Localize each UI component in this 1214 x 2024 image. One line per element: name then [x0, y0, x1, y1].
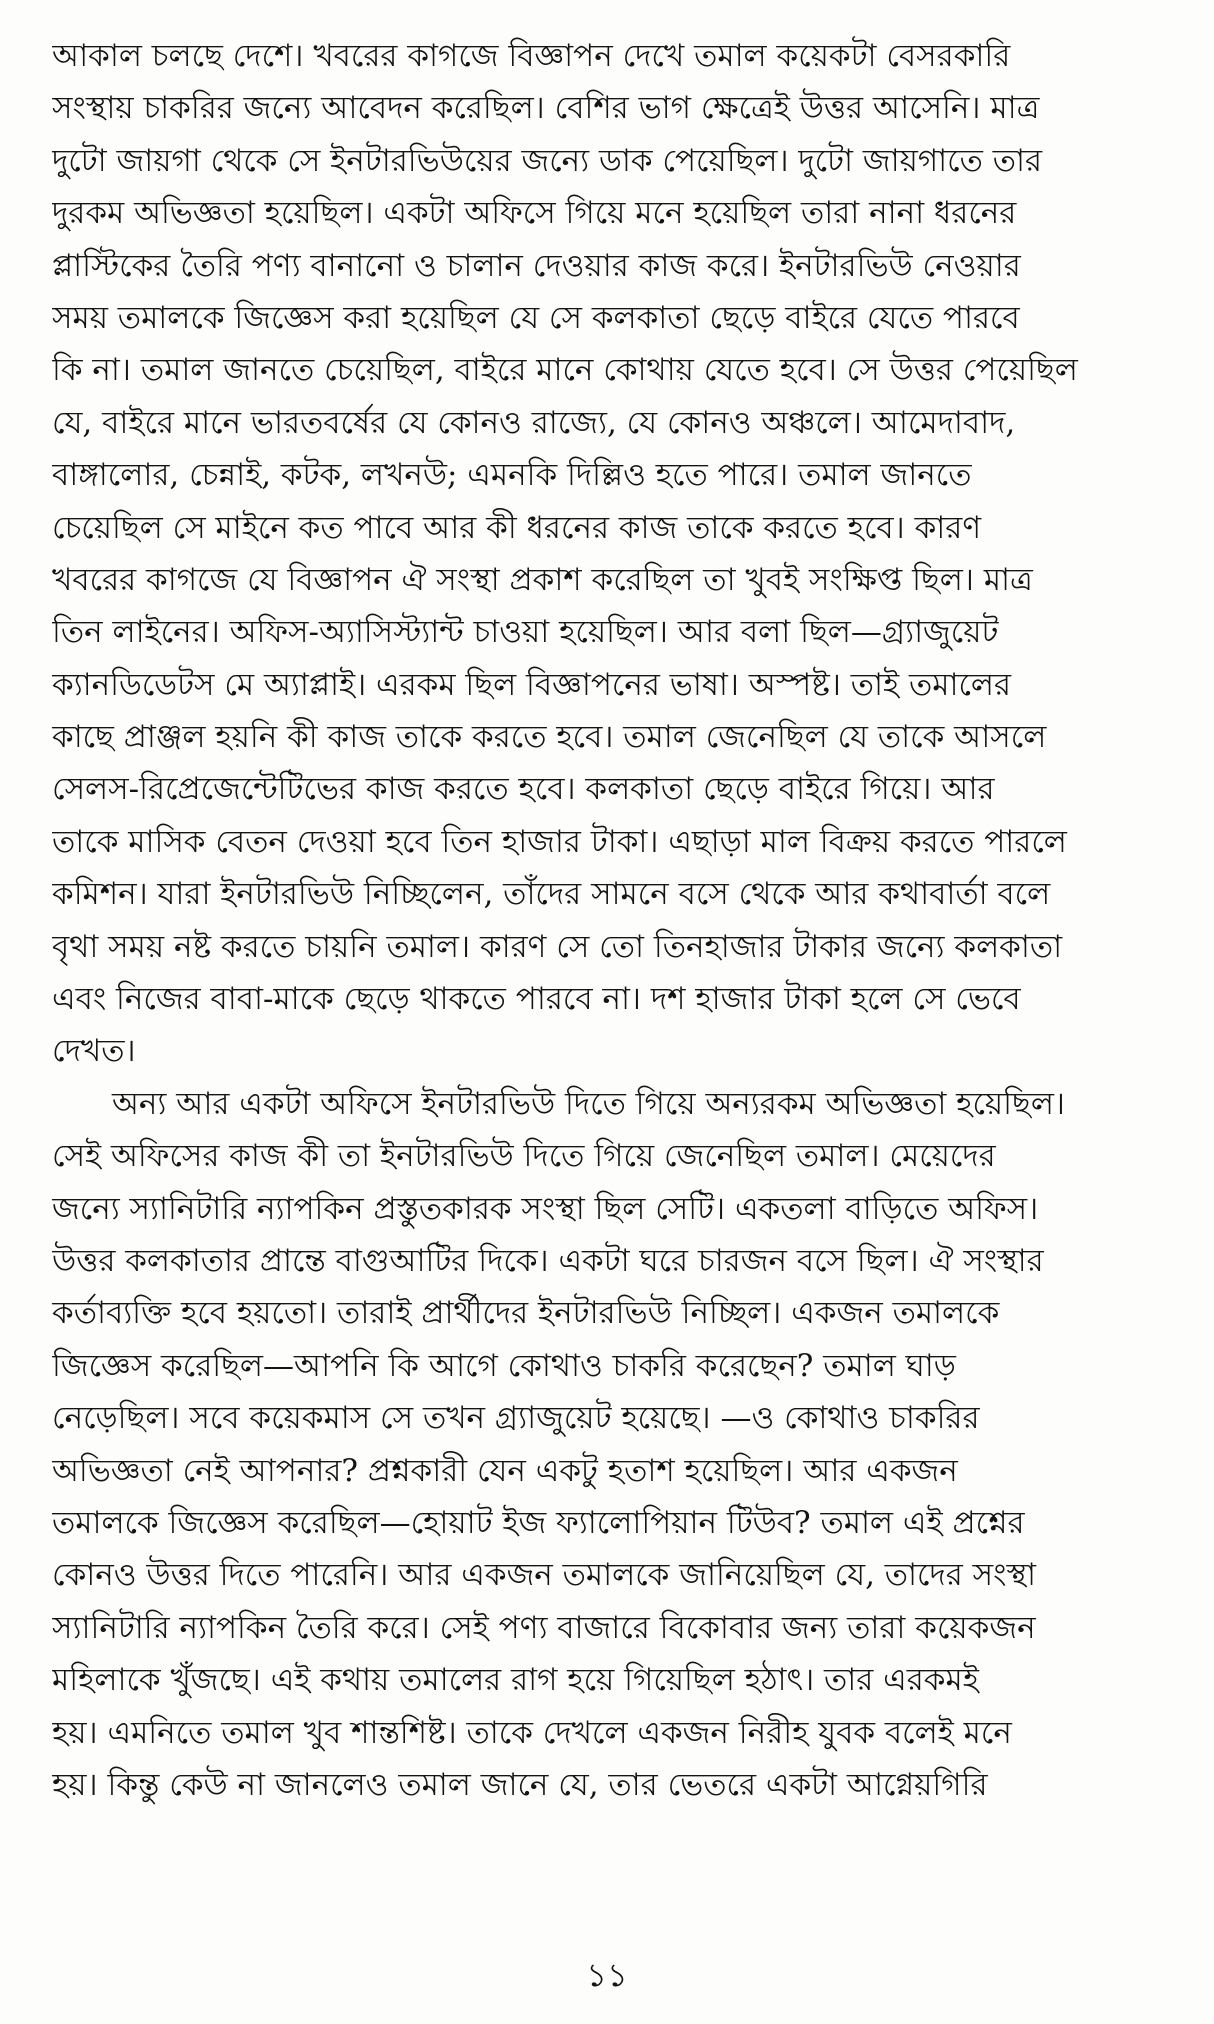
text-line: সংস্থায় চাকরির জন্যে আবেদন করেছিল। বেশির ভাগ ক্ষেত্রেই উত্তর আসেনি। মাত্র — [52, 90, 1040, 127]
text-line: কমিশন। যারা ইনটারভিউ নিচ্ছিলেন, তাঁদের সামনে বসে থেকে আর কথাবার্তা বলে — [52, 876, 1051, 913]
text-line: কাছে প্রাঞ্জল হয়নি কী কাজ তাকে করতে হবে। তমাল জেনেছিল যে তাকে আসলে — [52, 719, 1047, 756]
page-number: ১১ — [586, 1956, 628, 1994]
text-line: খবরের কাগজে যে বিজ্ঞাপন ঐ সংস্থা প্রকাশ করেছিল তা খুবই সংক্ষিপ্ত ছিল। মাত্র — [52, 561, 1033, 598]
text-line: যে, বাইরে মানে ভারতবর্ষের যে কোনও রাজ্যে, যে কোনও অঞ্চলে। আমেদাবাদ, — [52, 404, 1016, 441]
text-line: তিন লাইনের। অফিস-অ্যাসিস্ট্যান্ট চাওয়া হয়েছিল। আর বলা ছিল—গ্র্যাজুয়েট — [52, 614, 999, 651]
text-line: বাঙ্গালোর, চেন্নাই, কটক, লখনউ; এমনকি দিল্লিও হতে পারে। তমাল জানতে — [52, 457, 972, 494]
text-line: সেই অফিসের কাজ কী তা ইনটারভিউ দিতে গিয়ে জেনেছিল তমাল। মেয়েদের — [52, 1138, 996, 1175]
text-line: জিজ্ঞেস করেছিল—আপনি কি আগে কোথাও চাকরি করেছেন? তমাল ঘাড় — [52, 1347, 956, 1384]
text-line: দুরকম অভিজ্ঞতা হয়েছিল। একটা অফিসে গিয়ে মনে হয়েছিল তারা নানা ধরনের — [52, 195, 1017, 232]
text-line: অন্য আর একটা অফিসে ইনটারভিউ দিতে গিয়ে অন্যরকম অভিজ্ঞতা হয়েছিল। — [112, 1085, 1066, 1122]
paragraph — [52, 30, 1162, 1078]
text-line: তমালকে জিজ্ঞেস করেছিল—হোয়াট ইজ ফ্যালোপিয়ান টিউব? তমাল এই প্রশ্নের — [52, 1504, 1025, 1541]
text-line: নেড়েছিল। সবে কয়েকমাস সে তখন গ্র্যাজুয়েট হয়েছে। —ও কোথাও চাকরির — [52, 1400, 980, 1437]
text-line: কি না। তমাল জানতে চেয়েছিল, বাইরে মানে কোথায় যেতে হবে। সে উত্তর পেয়েছিল — [52, 352, 1078, 389]
text-line: ক্যানডিডেটস মে অ্যাপ্লাই। এরকম ছিল বিজ্ঞাপনের ভাষা। অস্পষ্ট। তাই তমালের — [52, 666, 1012, 703]
text-line: হয়। কিন্তু কেউ না জানলেও তমাল জানে যে, তার ভেতরে একটা আগ্নেয়গিরি — [52, 1766, 988, 1803]
text-line: সেলস-রিপ্রেজেন্টেটিভের কাজ করতে হবে। কলকাতা ছেড়ে বাইরে গিয়ে। আর — [52, 771, 995, 808]
text-line: স্যানিটারি ন্যাপকিন তৈরি করে। সেই পণ্য বাজারে বিকোবার জন্য তারা কয়েকজন — [52, 1609, 1036, 1646]
text-line: চেয়েছিল সে মাইনে কত পাবে আর কী ধরনের কাজ তাকে করতে হবে। কারণ — [52, 509, 982, 546]
body-text — [52, 30, 1162, 1811]
text-line: বৃথা সময় নষ্ট করতে চায়নি তমাল। কারণ সে তো তিনহাজার টাকার জন্যে কলকাতা — [52, 928, 1063, 965]
text-line: সময় তমালকে জিজ্ঞেস করা হয়েছিল যে সে কলকাতা ছেড়ে বাইরে যেতে পারবে — [52, 299, 1020, 336]
text-line: দেখত। — [52, 1033, 136, 1070]
text-line: হয়। এমনিতে তমাল খুব শান্তশিষ্ট। তাকে দেখলে একজন নিরীহ যুবক বলেই মনে — [52, 1714, 1012, 1751]
text-line: তাকে মাসিক বেতন দেওয়া হবে তিন হাজার টাকা। এছাড়া মাল বিক্রয় করতে পারলে — [52, 823, 1067, 860]
text-line: প্লাস্টিকের তৈরি পণ্য বানানো ও চালান দেওয়ার কাজ করে। ইনটারভিউ নেওয়ার — [52, 247, 1021, 284]
text-line: জন্যে স্যানিটারি ন্যাপকিন প্রস্তুতকারক সংস্থা ছিল সেটি। একতলা বাড়িতে অফিস। — [52, 1190, 1039, 1227]
text-line: কোনও উত্তর দিতে পারেনি। আর একজন তমালকে জানিয়েছিল যে, তাদের সংস্থা — [52, 1557, 1037, 1594]
text-line: অভিজ্ঞতা নেই আপনার? প্রশ্নকারী যেন একটু হতাশ হয়েছিল। আর একজন — [52, 1452, 958, 1489]
text-line: মহিলাকে খুঁজছে। এই কথায় তমালের রাগ হয়ে গিয়েছিল হঠাৎ। তার এরকমই — [52, 1662, 979, 1699]
paragraph — [52, 1078, 1162, 1811]
text-line: কর্তাব্যক্তি হবে হয়তো। তারাই প্রার্থীদের ইনটারভিউ নিচ্ছিল। একজন তমালকে — [52, 1295, 1000, 1332]
text-line: দুটো জায়গা থেকে সে ইনটারভিউয়ের জন্যে ডাক পেয়েছিল। দুটো জায়গাতে তার — [52, 142, 1043, 179]
text-line: উত্তর কলকাতার প্রান্তে বাগুআটির দিকে। একটা ঘরে চারজন বসে ছিল। ঐ সংস্থার — [52, 1242, 1044, 1279]
text-line: এবং নিজের বাবা-মাকে ছেড়ে থাকতে পারবে না। দশ হাজার টাকা হলে সে ভেবে — [52, 981, 1021, 1018]
text-line: আকাল চলছে দেশে। খবরের কাগজে বিজ্ঞাপন দেখে তমাল কয়েকটা বেসরকারি — [52, 38, 1011, 74]
